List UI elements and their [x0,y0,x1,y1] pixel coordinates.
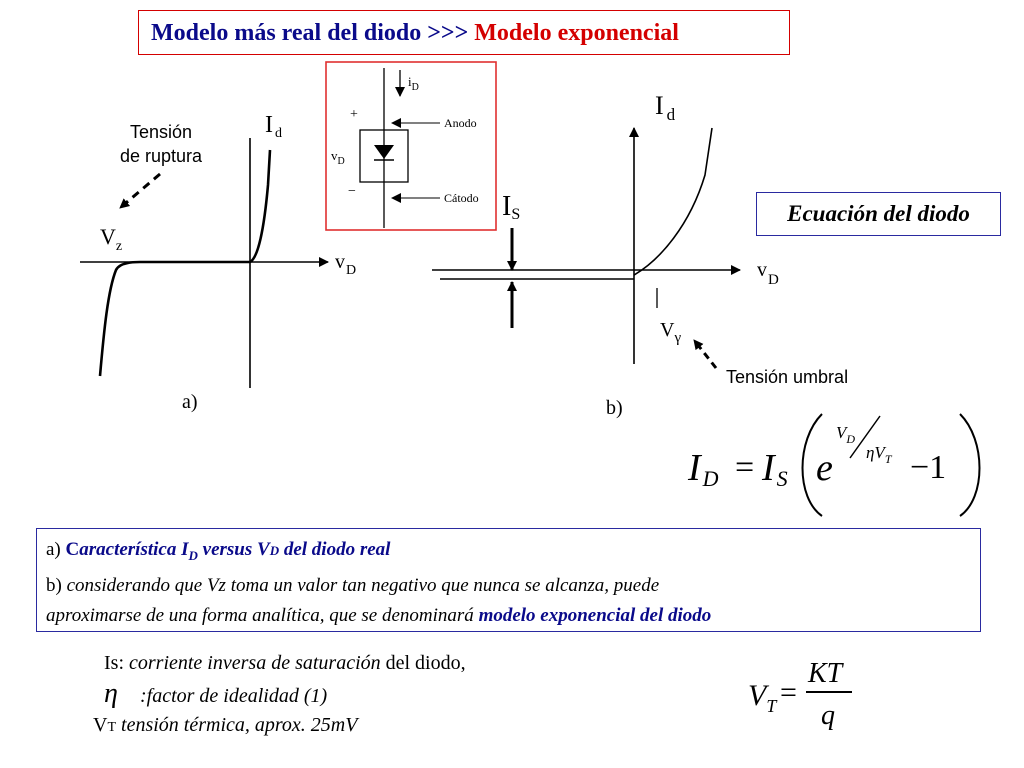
svg-text:IS: IS [502,191,521,223]
diode-voltage-label: v [331,148,338,163]
diode-current-label: i [408,74,412,89]
graph-a [80,112,356,413]
graph-b-caption: b) [606,397,623,419]
graph-a-annotation-line2: de ruptura [120,146,203,166]
eq-id: I [688,447,701,489]
diode-minus: − [348,184,356,199]
note-eta: :factor de idealidad (1) [140,685,328,707]
svg-text:Id: I $_d$ [655,91,676,124]
svg-text:vD: $v_D$ [331,148,345,167]
graph-a-annotation-line1: Tensión [130,122,193,142]
title-part-2: Modelo exponencial [474,20,679,46]
graph-a-y-label: I [265,112,273,138]
caption-line-c: aproximarse de una forma analítica, que se denominará modelo exponencial del diodo [46,604,712,626]
caption-line-a: a) Característica $I_D$ versus VD del diodo real [46,539,391,563]
graph-b-y-label: I [655,91,664,120]
svg-text:ID: ID [688,447,719,491]
eq-exp-den: ηV [866,443,885,462]
note-is: Is: corriente inversa de saturación del diodo, [104,652,466,674]
eq-minus-one: −1 [910,449,947,486]
svg-text:iD: $i_D$ [408,74,419,93]
svg-text:Vz: $V_z$ [100,224,123,254]
vt-eq-lhs: V [748,679,767,712]
svg-text:vD: $v_D$ [335,251,357,278]
diode-equation [687,414,980,516]
graph-a-annotation-arrow [120,174,160,208]
eq-e: e [816,447,833,489]
title-part-1: Modelo más real del diodo >>> [151,20,469,46]
svg-text:IS: IS [762,447,788,491]
graph-a-vz-label: V [100,224,116,249]
vt-eq-numerator: KT [808,658,843,689]
note-vt: VT tensión térmica, aprox. 25mV [93,714,358,736]
svg-text:Id: I $_d$ [265,112,282,141]
graph-b-vgamma-label: V [660,319,675,341]
graph-a-caption: a) [182,391,198,413]
diode-anode-label: Anodo [444,116,477,130]
note-eta-symbol: η [104,678,118,709]
graph-a-curve [100,150,270,376]
diode-cathode-label: Cátodo [444,191,479,205]
vt-eq-denominator: q [821,700,835,731]
svg-text:ηVT: $\eta V_T$ [866,443,892,466]
vt-eq-equals: = [780,676,797,709]
svg-text:VD: $V_D$ [836,423,856,446]
graph-b-curve [634,128,712,275]
eq-right-paren [960,414,980,516]
diode-plus: + [350,107,358,122]
graph-b-annotation: Tensión umbral [726,367,849,387]
eq-equals: = [735,449,755,486]
caption-line-b: b) considerando que Vz toma un valor tan negativo que nunca se alcanza, puede [46,574,660,596]
eq-is: I [762,447,775,489]
svg-text:VT: $V_T$ [748,679,777,716]
graph-b [432,91,848,419]
equation-label: Ecuación del diodo [756,192,1001,236]
svg-text:vD: $v_D$ [757,259,779,288]
caption-box [36,528,981,632]
graph-b-is-label: I [502,191,512,222]
graph-a-x-label: v [335,251,345,273]
diode-symbol [326,62,496,230]
graph-b-annotation-arrow [694,340,716,368]
graph-b-x-label: v [757,259,767,281]
svg-text:Vγ: $V_\gamma$ [660,319,682,346]
vt-equation [748,658,852,731]
eq-exp-num: V [836,423,847,442]
